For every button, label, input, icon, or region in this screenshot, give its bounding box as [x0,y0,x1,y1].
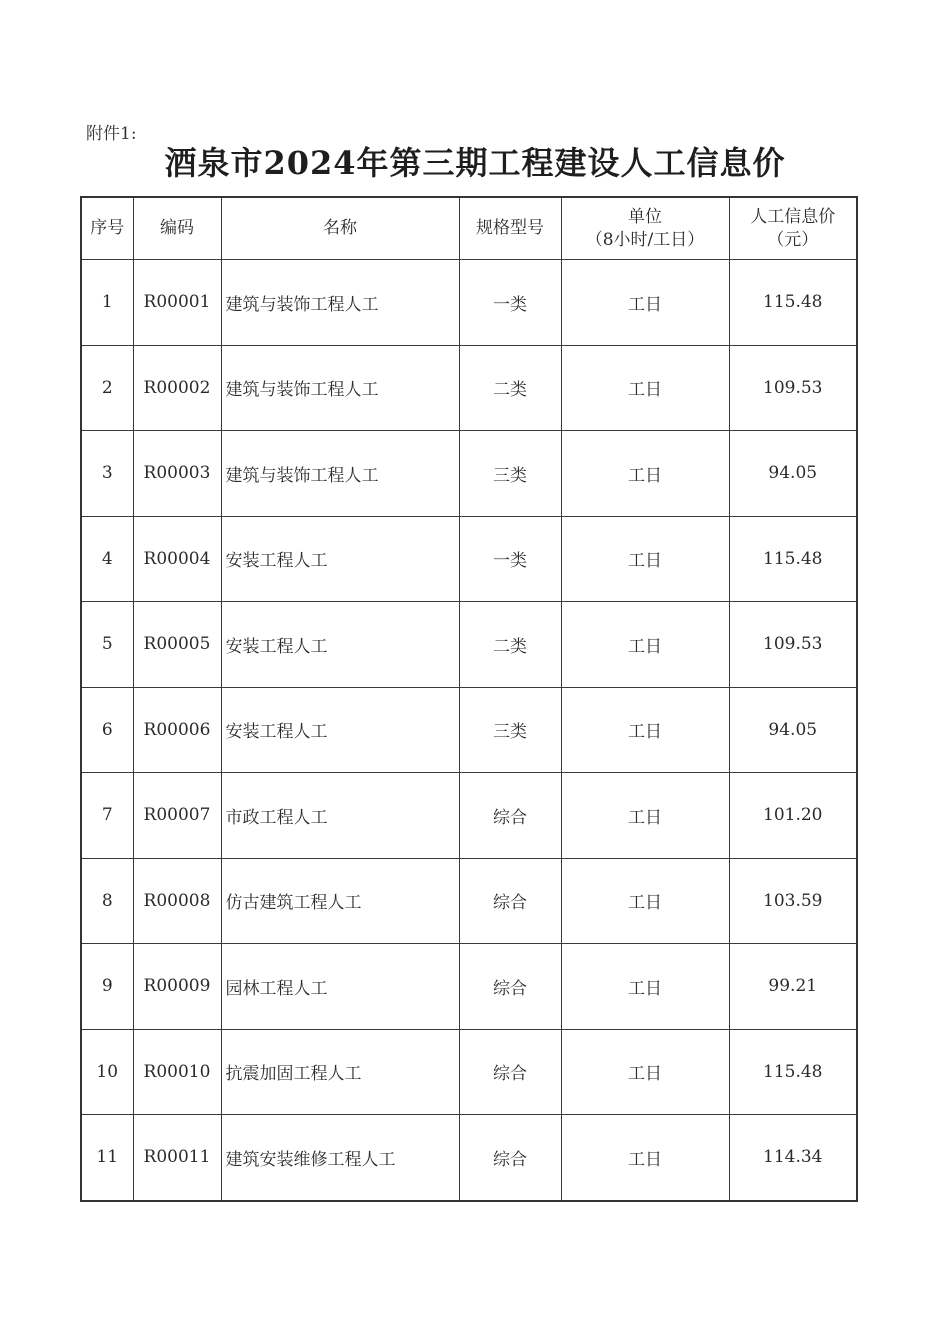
cell-price: 115.48 [729,260,857,346]
cell-name: 抗震加固工程人工 [221,1029,459,1115]
cell-code: R00002 [133,345,221,431]
cell-seq: 6 [81,687,133,773]
header-price [729,197,857,260]
cell-seq: 11 [81,1115,133,1201]
cell-spec: 综合 [459,773,561,859]
cell-spec: 综合 [459,1115,561,1201]
table-header-row [81,197,857,260]
labor-price-table [80,196,858,1202]
header-unit-line1: 单位 [628,206,662,227]
header-unit-line2: （8小时/工日） [585,229,705,250]
header-code: 编码 [133,197,221,260]
cell-unit: 工日 [561,773,729,859]
cell-code: R00008 [133,858,221,944]
cell-price: 103.59 [729,858,857,944]
cell-name: 市政工程人工 [221,773,459,859]
cell-name: 建筑与装饰工程人工 [221,260,459,346]
cell-name: 安装工程人工 [221,687,459,773]
cell-seq: 2 [81,345,133,431]
header-price-line1: 人工信息价 [750,206,836,227]
cell-code: R00006 [133,687,221,773]
cell-price: 109.53 [729,345,857,431]
table-row [81,687,857,773]
cell-name: 安装工程人工 [221,516,459,602]
header-name: 名称 [221,197,459,260]
table-row [81,773,857,859]
cell-code: R00004 [133,516,221,602]
table-row [81,944,857,1030]
cell-code: R00001 [133,260,221,346]
header-unit [561,197,729,260]
cell-spec: 二类 [459,602,561,688]
cell-name: 安装工程人工 [221,602,459,688]
cell-code: R00011 [133,1115,221,1201]
cell-unit: 工日 [561,516,729,602]
cell-seq: 1 [81,260,133,346]
cell-price: 115.48 [729,1029,857,1115]
cell-price: 101.20 [729,773,857,859]
cell-price: 109.53 [729,602,857,688]
cell-price: 115.48 [729,516,857,602]
cell-spec: 三类 [459,431,561,517]
page-title: 酒泉市2024年第三期工程建设人工信息价 [164,144,786,182]
cell-seq: 8 [81,858,133,944]
attachment-label: 附件1: [86,124,137,144]
cell-name: 建筑安装维修工程人工 [221,1115,459,1201]
cell-spec: 三类 [459,687,561,773]
cell-seq: 9 [81,944,133,1030]
cell-spec: 二类 [459,345,561,431]
cell-unit: 工日 [561,1115,729,1201]
cell-code: R00005 [133,602,221,688]
cell-unit: 工日 [561,602,729,688]
cell-code: R00003 [133,431,221,517]
cell-unit: 工日 [561,345,729,431]
table-row [81,602,857,688]
cell-unit: 工日 [561,858,729,944]
table-row [81,345,857,431]
cell-price: 94.05 [729,431,857,517]
header-seq: 序号 [81,197,133,260]
cell-spec: 一类 [459,260,561,346]
table-row [81,516,857,602]
cell-unit: 工日 [561,687,729,773]
cell-seq: 7 [81,773,133,859]
table-row [81,1029,857,1115]
table-body [81,260,857,1201]
cell-spec: 一类 [459,516,561,602]
cell-spec: 综合 [459,944,561,1030]
table-row [81,858,857,944]
table-row [81,1115,857,1201]
cell-name: 建筑与装饰工程人工 [221,431,459,517]
cell-spec: 综合 [459,1029,561,1115]
cell-name: 园林工程人工 [221,944,459,1030]
cell-unit: 工日 [561,1029,729,1115]
cell-seq: 10 [81,1029,133,1115]
cell-code: R00010 [133,1029,221,1115]
cell-name: 仿古建筑工程人工 [221,858,459,944]
cell-seq: 5 [81,602,133,688]
cell-spec: 综合 [459,858,561,944]
cell-seq: 4 [81,516,133,602]
cell-seq: 3 [81,431,133,517]
table-row [81,260,857,346]
cell-unit: 工日 [561,944,729,1030]
cell-code: R00007 [133,773,221,859]
cell-price: 99.21 [729,944,857,1030]
cell-price: 94.05 [729,687,857,773]
cell-unit: 工日 [561,260,729,346]
cell-name: 建筑与装饰工程人工 [221,345,459,431]
cell-unit: 工日 [561,431,729,517]
cell-code: R00009 [133,944,221,1030]
cell-price: 114.34 [729,1115,857,1201]
header-price-line2: （元） [767,229,819,250]
header-spec: 规格型号 [459,197,561,260]
table-row [81,431,857,517]
